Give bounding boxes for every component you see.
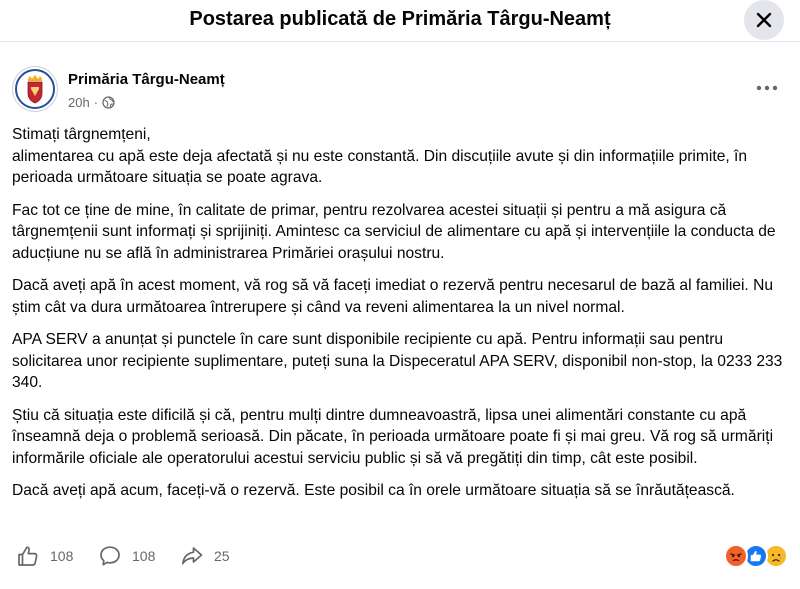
like-button[interactable]	[16, 544, 73, 568]
meta-separator: ·	[93, 95, 99, 110]
close-icon	[755, 11, 773, 29]
more-options-icon	[756, 85, 778, 91]
post-meta	[68, 95, 115, 110]
coat-of-arms-icon	[15, 69, 55, 109]
share-button[interactable]	[180, 544, 230, 568]
more-options-button[interactable]	[754, 78, 780, 98]
share-count: 25	[214, 548, 230, 564]
post-paragraph: Știu că situația este dificilă și că, pentru mulți dintre dumneavoastră, lipsa unei alimentări constante cu apă înseamnă deja o problemă serioasă. Din păcate, în perioada următoare poate fi și mai greu. Vă rog să urmăriți informările oficiale ale operatorului acestui serviciu public și să vă pregătiți din timp, cât este posibil.	[12, 406, 774, 467]
post-text	[12, 124, 790, 513]
globe-icon[interactable]	[102, 96, 115, 109]
post-paragraph: Dacă aveți apă în acest moment, vă rog să vă faceți imediat o rezervă pentru necesarul de bază al familiei. Nu știm cât va dura următoarea întrerupere și când va reveni alimentarea la un nivel normal.	[12, 277, 774, 316]
post-paragraph: Stimați târgnemțeni, alimentarea cu apă este deja afectată și nu este constantă. Din discuțiile avute și din informațiile primite, în perioada următoare situația se poate agrava.	[12, 126, 748, 186]
post-actions	[0, 540, 800, 576]
post-header	[12, 66, 788, 116]
like-count: 108	[50, 548, 74, 564]
post-time[interactable]: 20h	[68, 95, 90, 110]
reaction-summary[interactable]	[724, 544, 790, 570]
comment-button[interactable]	[98, 544, 155, 568]
angry-icon	[724, 544, 748, 568]
post-paragraph: Fac tot ce ține de mine, în calitate de primar, pentru rezolvarea acestei situații și pentru a mă asigura că târgnemțenii sunt informați și sprijiniți. Amintesc ca serviciul de alimentare cu apă și intervențiile la conducta de aducțiune nu se află în administrarea Primăriei orașului nostru.	[12, 201, 776, 262]
comment-count: 108	[132, 548, 156, 564]
avatar[interactable]	[12, 66, 58, 112]
author-name[interactable]: Primăria Târgu-Neamț	[68, 71, 225, 88]
post-paragraph: Dacă aveți apă acum, faceți-vă o rezervă. Este posibil ca în orele următoare situația să se înrăutățească.	[12, 482, 735, 499]
dialog-title: Postarea publicată de Primăria Târgu-Neamț	[189, 8, 611, 30]
like-icon	[16, 544, 40, 568]
post-paragraph: APA SERV a anunțat și punctele în care sunt disponibile recipiente cu apă. Pentru informații sau pentru solicitarea unor recipiente suplimentare, puteți suna la Dispeceratul APA SERV, disponibil non-stop, la 0233 233 340.	[12, 331, 783, 391]
share-icon	[180, 544, 204, 568]
dialog-header	[0, 0, 800, 42]
close-button[interactable]	[744, 0, 784, 40]
comment-icon	[98, 544, 122, 568]
